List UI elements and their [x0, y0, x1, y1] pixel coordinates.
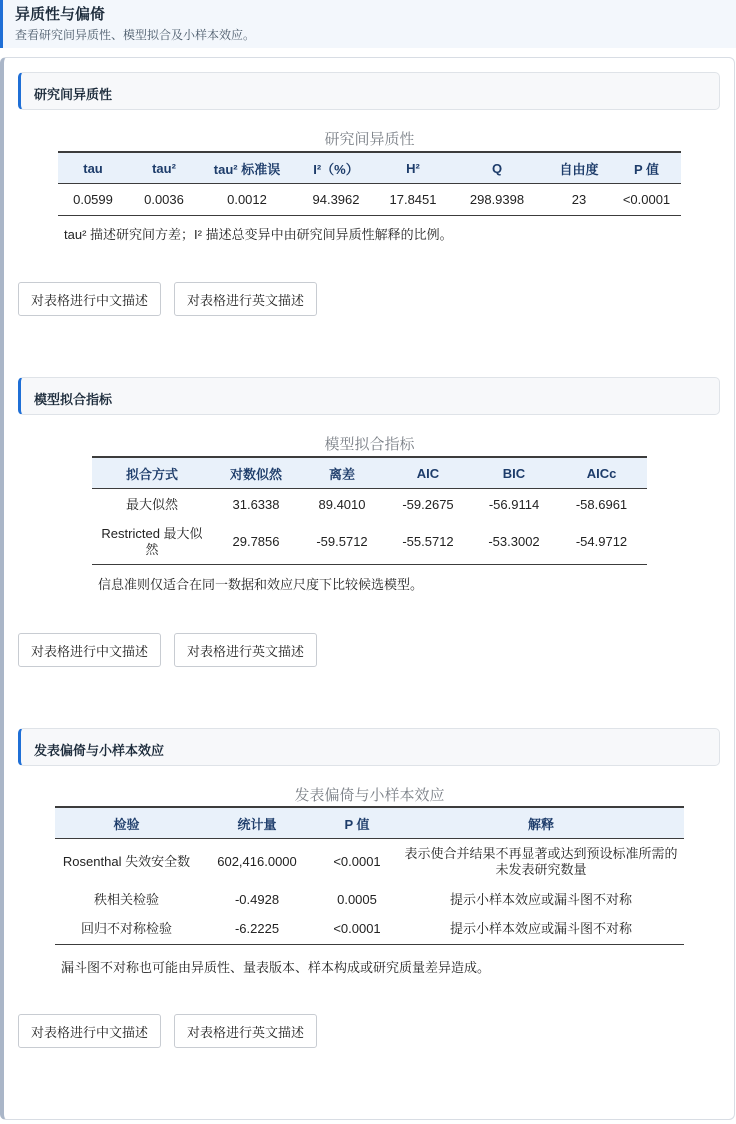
describe-table-chinese-button[interactable]: 对表格进行中文描述	[18, 282, 161, 316]
table-row	[55, 915, 684, 945]
table-header-row	[58, 152, 681, 184]
table-caption: 研究间异质性	[324, 131, 415, 148]
table-cell: <0.0001	[333, 921, 381, 937]
table-cell: 298.9398	[469, 191, 525, 207]
table-cell: 0.0036	[144, 191, 184, 207]
section-heading-heterogeneity	[18, 72, 720, 110]
table-note: 漏斗图不对称也可能由异质性、量表版本、样本构成或研究质量差异造成。	[61, 960, 491, 975]
table-cell: 29.7856	[232, 534, 280, 550]
section-heading-publication-bias	[18, 728, 720, 766]
table-cell: -54.9712	[575, 534, 628, 550]
table-cell: 0.0599	[73, 191, 113, 207]
describe-table-english-button[interactable]: 对表格进行英文描述	[174, 633, 317, 667]
column-header: 自由度	[546, 152, 612, 184]
describe-table-chinese-button[interactable]: 对表格进行中文描述	[18, 633, 161, 667]
table-cell: 23	[571, 191, 587, 207]
table-cell: -58.6961	[575, 496, 628, 512]
table-cell: 表示使合并结果不再显著或达到预设标准所需的未发表研究数量	[404, 845, 678, 877]
table-caption: 发表偏倚与小样本效应	[294, 787, 445, 804]
section-title: 模型拟合指标	[34, 392, 113, 407]
table-cell: Rosenthal 失效安全数	[62, 853, 191, 869]
table-cell: <0.0001	[333, 853, 381, 869]
page-title: 异质性与偏倚	[15, 6, 106, 23]
table-note: 信息准则仅适合在同一数据和效应尺度下比较候选模型。	[98, 577, 424, 592]
page-header	[0, 0, 736, 48]
column-header: tau	[58, 152, 128, 184]
table-cell: 602,416.0000	[217, 853, 297, 869]
column-header: AICc	[556, 457, 647, 489]
table-caption: 模型拟合指标	[324, 436, 415, 453]
table-cell: -0.4928	[234, 891, 280, 907]
table-cell: -59.2675	[402, 496, 454, 512]
describe-table-chinese-button[interactable]: 对表格进行中文描述	[18, 1014, 161, 1048]
table-cell: 最大似然	[125, 496, 178, 512]
table-cell: -59.5712	[316, 534, 368, 550]
column-header: I²（%）	[294, 152, 378, 184]
table-cell: -6.2225	[234, 921, 280, 937]
table-cell: 提示小样本效应或漏斗图不对称	[449, 891, 632, 907]
table-row	[92, 521, 647, 565]
table-note: tau² 描述研究间方差；I² 描述总变异中由研究间异质性解释的比例。	[64, 227, 453, 242]
table-cell: 秩相关检验	[93, 891, 159, 907]
table-cell: 0.0005	[337, 891, 377, 907]
table-header-row	[92, 457, 647, 489]
column-header: P 值	[612, 152, 681, 184]
publication-bias-table	[55, 806, 684, 945]
table-cell: -55.5712	[402, 534, 454, 550]
table-row	[92, 489, 647, 521]
table-row	[55, 885, 684, 915]
describe-table-english-button[interactable]: 对表格进行英文描述	[174, 1014, 317, 1048]
table-cell: 提示小样本效应或漏斗图不对称	[449, 921, 632, 937]
table-row	[58, 184, 681, 216]
column-header: 对数似然	[212, 457, 300, 489]
table-cell: 31.6338	[232, 496, 280, 512]
column-header: 检验	[55, 807, 198, 839]
column-header: tau²	[128, 152, 200, 184]
section-title: 研究间异质性	[34, 87, 113, 102]
column-header: BIC	[472, 457, 556, 489]
section-heading-model-fit	[18, 377, 720, 415]
describe-table-english-button[interactable]: 对表格进行英文描述	[174, 282, 317, 316]
heterogeneity-table	[58, 151, 681, 216]
column-header: H²	[378, 152, 448, 184]
table-cell: 回归不对称检验	[80, 921, 172, 937]
page-subtitle: 查看研究间异质性、模型拟合及小样本效应。	[15, 28, 256, 42]
model-fit-table	[92, 456, 647, 565]
column-header: P 值	[316, 807, 398, 839]
column-header: Q	[448, 152, 546, 184]
table-cell: -56.9114	[488, 496, 540, 512]
column-header: 解释	[398, 807, 684, 839]
column-header: 离差	[300, 457, 384, 489]
table-cell: 0.0012	[227, 191, 267, 207]
table-cell: <0.0001	[622, 191, 671, 207]
table-header-row	[55, 807, 684, 839]
column-header: 统计量	[198, 807, 316, 839]
table-row	[55, 839, 684, 885]
column-header: AIC	[384, 457, 472, 489]
table-cell: -53.3002	[488, 534, 540, 550]
column-header: tau² 标准误	[200, 152, 294, 184]
table-cell: 17.8451	[389, 191, 437, 207]
column-header: 拟合方式	[92, 457, 212, 489]
table-cell: Restricted 最大似然	[101, 526, 203, 558]
table-cell: 89.4010	[318, 496, 366, 512]
table-cell: 94.3962	[312, 191, 360, 207]
section-title: 发表偏倚与小样本效应	[34, 743, 165, 758]
